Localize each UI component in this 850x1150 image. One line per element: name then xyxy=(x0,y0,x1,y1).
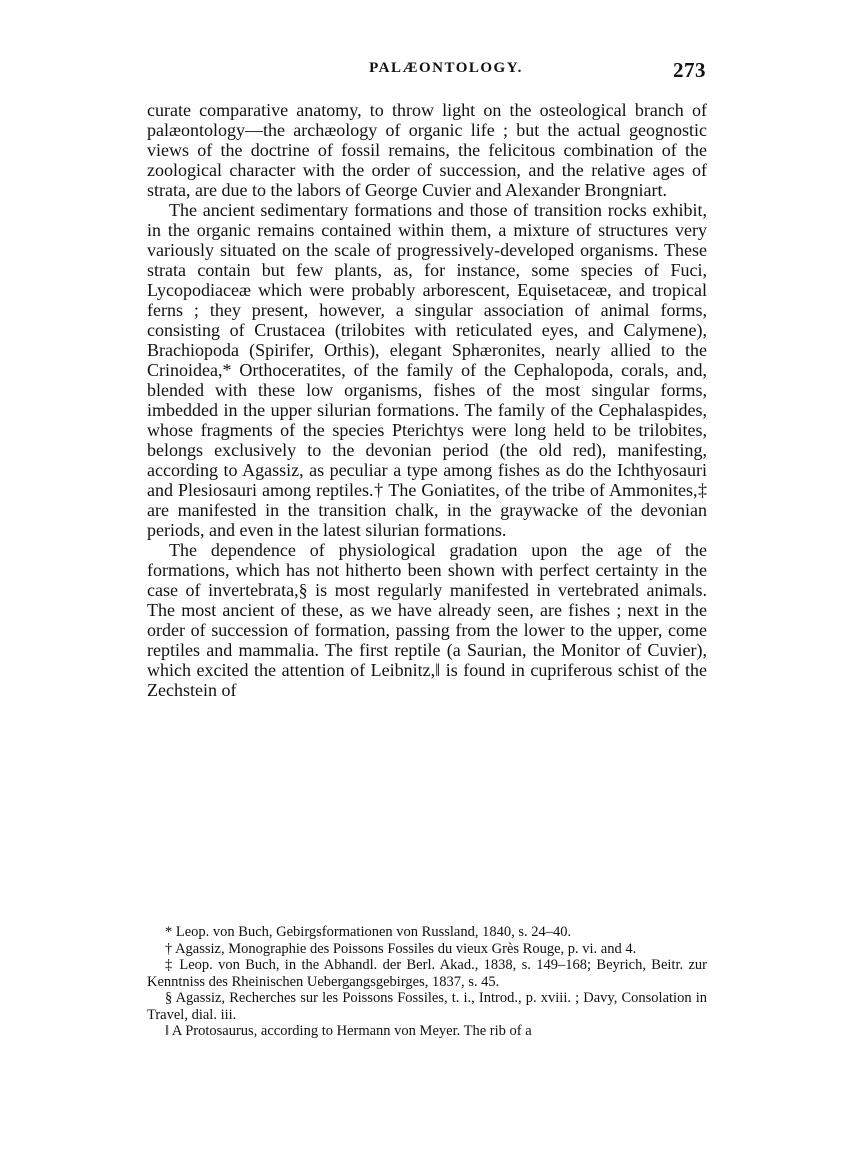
footnote: ‖ A Protosaurus, according to Hermann von Meyer. The rib of a xyxy=(165,1023,532,1039)
paragraph: curate comparative anatomy, to throw light on the osteological branch of palæontology—the archæology of organic life ; but the actual geognostic views of the doctrine of fossil remains, the felicitous combination of the zoological character with the order of succession, and the relative ages of strata, are due to the labors of George Cuvier and Alexander Brongniart. xyxy=(147,100,707,200)
paragraph: The dependence of physiological gradation upon the age of the formations, which has not hitherto been shown with perfect certainty in the case of invertebrata,§ is most regularly manifested in vertebrated animals. The most ancient of these, as we have already seen, are fishes ; next in the order of succession of formation, passing from the lower to the upper, come reptiles and mammalia. The first reptile (a Saurian, the Monitor of Cuvier), which excited the attention of Leibnitz,‖ is found in cupriferous schist of the Zechstein of xyxy=(147,540,707,700)
paragraph: The ancient sedimentary formations and those of transition rocks exhibit, in the organic remains contained within them, a mixture of structures very variously situated on the scale of progressively-developed organisms. These strata contain but few plants, as, for instance, some species of Fuci, Lycopodiaceæ which were probably arborescent, Equisetaceæ, and tropical ferns ; they present, however, a singular association of animal forms, consisting of Crustacea (trilobites with reticulated eyes, and Calymene), Brachiopoda (Spirifer, Orthis), elegant Sphæronites, nearly allied to the Crinoidea,* Orthoceratites, of the family of the Cephalopoda, corals, and, blended with these low organisms, fishes of the most singular forms, imbedded in the upper silurian formations. The family of the Cephalaspides, whose fragments of the species Pterichtys were long held to be trilobites, belongs exclusively to the devonian period (the old red), manifesting, according to Agassiz, as peculiar a type among fishes as do the Ichthyosauri and Plesiosauri among reptiles.† The Goniatites, of the tribe of Ammonites,‡ are manifested in the transition chalk, in the graywacke of the devonian periods, and even in the latest silurian formations. xyxy=(147,200,707,540)
footnotes xyxy=(147,924,707,1040)
footnote: ‡ Leop. von Buch, in the Abhandl. der Berl. Akad., 1838, s. 149–168; Beyrich, Beitr. zur Kenntniss des Rheinischen Uebergangsgebirges, 1837, s. 45. xyxy=(147,957,707,990)
page-number: 273 xyxy=(673,58,706,82)
running-head: PALÆONTOLOGY. xyxy=(369,60,523,76)
body-text xyxy=(147,100,707,700)
footnote: † Agassiz, Monographie des Poissons Fossiles du vieux Grès Rouge, p. vi. and 4. xyxy=(165,940,637,957)
page-header xyxy=(146,58,706,84)
footnote: * Leop. von Buch, Gebirgsformationen von Russland, 1840, s. 24–40. xyxy=(165,924,572,940)
footnote: § Agassiz, Recherches sur les Poissons Fossiles, t. i., Introd., p. xviii. ; Davy, Consolation in Travel, dial. iii. xyxy=(147,990,707,1023)
